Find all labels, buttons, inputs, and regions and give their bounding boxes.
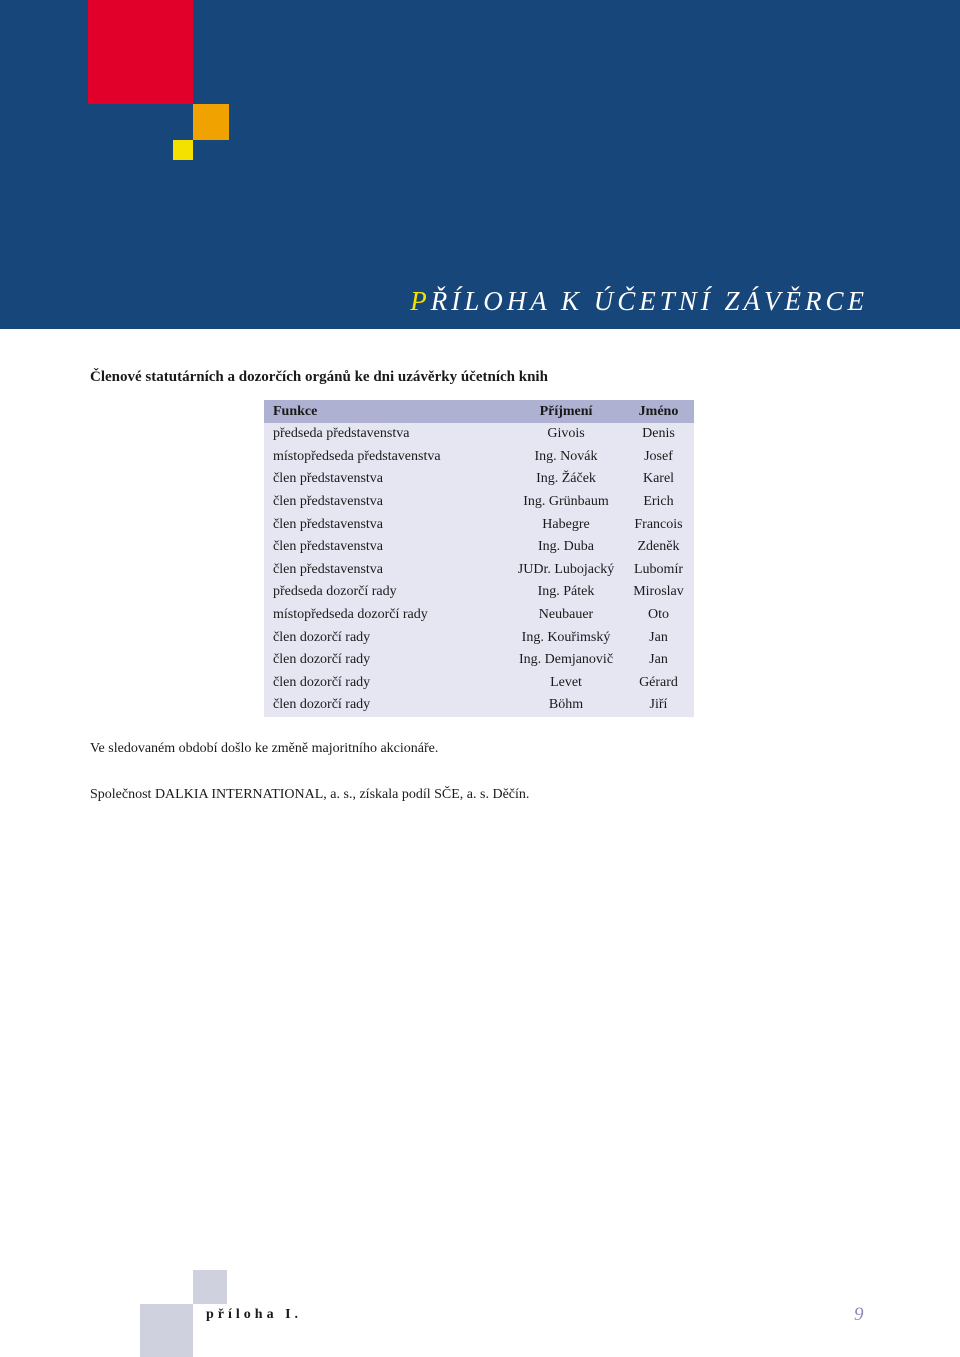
- table-row: [264, 626, 694, 649]
- cell-jmeno: Miroslav: [633, 584, 684, 600]
- cell-jmeno: Jan: [649, 652, 668, 668]
- cell-funkce: člen představenstva: [273, 539, 384, 555]
- cell-funkce: člen dozorčí rady: [273, 629, 371, 645]
- cell-prijmeni: Ing. Kouřimský: [521, 629, 611, 645]
- table-row: [264, 672, 694, 695]
- page-title: [410, 286, 868, 317]
- cell-funkce: člen dozorčí rady: [273, 652, 371, 668]
- table-row: [264, 581, 694, 604]
- cell-funkce: předseda dozorčí rady: [273, 584, 397, 600]
- cell-prijmeni: Ing. Novák: [534, 448, 598, 464]
- cell-funkce: místopředseda představenstva: [273, 448, 441, 464]
- table-row: [264, 468, 694, 491]
- page-number: 9: [854, 1304, 864, 1325]
- cell-prijmeni: Habegre: [542, 516, 590, 532]
- header-banner: [0, 0, 960, 329]
- cell-funkce: člen představenstva: [273, 471, 384, 487]
- cell-prijmeni: Givois: [547, 426, 585, 442]
- page-title-initial: P: [410, 286, 431, 316]
- table-row: [264, 513, 694, 536]
- table-header-row: [264, 400, 694, 423]
- table-row: [264, 559, 694, 582]
- cell-prijmeni: Ing. Žáček: [536, 471, 596, 487]
- cell-jmeno: Josef: [644, 448, 673, 464]
- cell-jmeno: Lubomír: [634, 561, 683, 577]
- cell-jmeno: Gérard: [639, 674, 678, 690]
- cell-prijmeni: Ing. Demjanovič: [518, 652, 614, 668]
- cell-funkce: místopředseda dozorčí rady: [273, 607, 428, 623]
- note-dalkia-stake: Společnost DALKIA INTERNATIONAL, a. s., získala podíl SČE, a. s. Děčín.: [90, 787, 530, 802]
- header-prijmeni: Příjmení: [509, 400, 623, 423]
- footer-label: příloha I.: [206, 1307, 303, 1322]
- grey-square-decoration-small: [193, 1270, 227, 1304]
- cell-jmeno: Erich: [643, 494, 674, 510]
- table-row: [264, 536, 694, 559]
- cell-funkce: člen představenstva: [273, 516, 384, 532]
- members-table-body: [264, 423, 694, 717]
- cell-funkce: člen dozorčí rady: [273, 674, 371, 690]
- cell-prijmeni: Ing. Grünbaum: [523, 494, 609, 510]
- table-row: [264, 694, 694, 717]
- cell-prijmeni: Böhm: [548, 697, 584, 713]
- note-majority-change: Ve sledovaném období došlo ke změně majoritního akcionáře.: [90, 741, 439, 756]
- grey-square-decoration-large: [140, 1304, 193, 1357]
- header-funkce: Funkce: [264, 400, 509, 423]
- section-heading: Členové statutárních a dozorčích orgánů ke dni uzávěrky účetních knih: [90, 369, 548, 385]
- table-row: [264, 649, 694, 672]
- cell-jmeno: Jan: [649, 629, 668, 645]
- orange-square-decoration: [193, 104, 229, 140]
- yellow-square-decoration: [173, 140, 193, 160]
- table-row: [264, 604, 694, 627]
- table-row: [264, 491, 694, 514]
- header-jmeno: Jméno: [623, 400, 694, 423]
- cell-prijmeni: JUDr. Lubojacký: [517, 561, 615, 577]
- cell-prijmeni: Ing. Duba: [538, 539, 594, 555]
- page-title-rest: ŘÍLOHA K ÚČETNÍ ZÁVĚRCE: [430, 286, 868, 316]
- cell-funkce: předseda představenstva: [273, 426, 410, 442]
- cell-funkce: člen dozorčí rady: [273, 697, 371, 713]
- cell-prijmeni: Ing. Pátek: [537, 584, 595, 600]
- cell-jmeno: Karel: [642, 471, 675, 487]
- table-row: [264, 423, 694, 446]
- members-table: [264, 400, 694, 717]
- cell-jmeno: Oto: [648, 607, 669, 623]
- cell-jmeno: Jiří: [649, 697, 668, 713]
- cell-funkce: člen představenstva: [273, 561, 384, 577]
- table-row: [264, 446, 694, 469]
- cell-prijmeni: Levet: [550, 674, 582, 690]
- cell-jmeno: Denis: [642, 426, 675, 442]
- cell-funkce: člen představenstva: [273, 494, 384, 510]
- cell-jmeno: Zdeněk: [637, 539, 680, 555]
- cell-jmeno: Francois: [634, 516, 683, 532]
- red-square-decoration: [88, 0, 193, 104]
- cell-prijmeni: Neubauer: [538, 607, 594, 623]
